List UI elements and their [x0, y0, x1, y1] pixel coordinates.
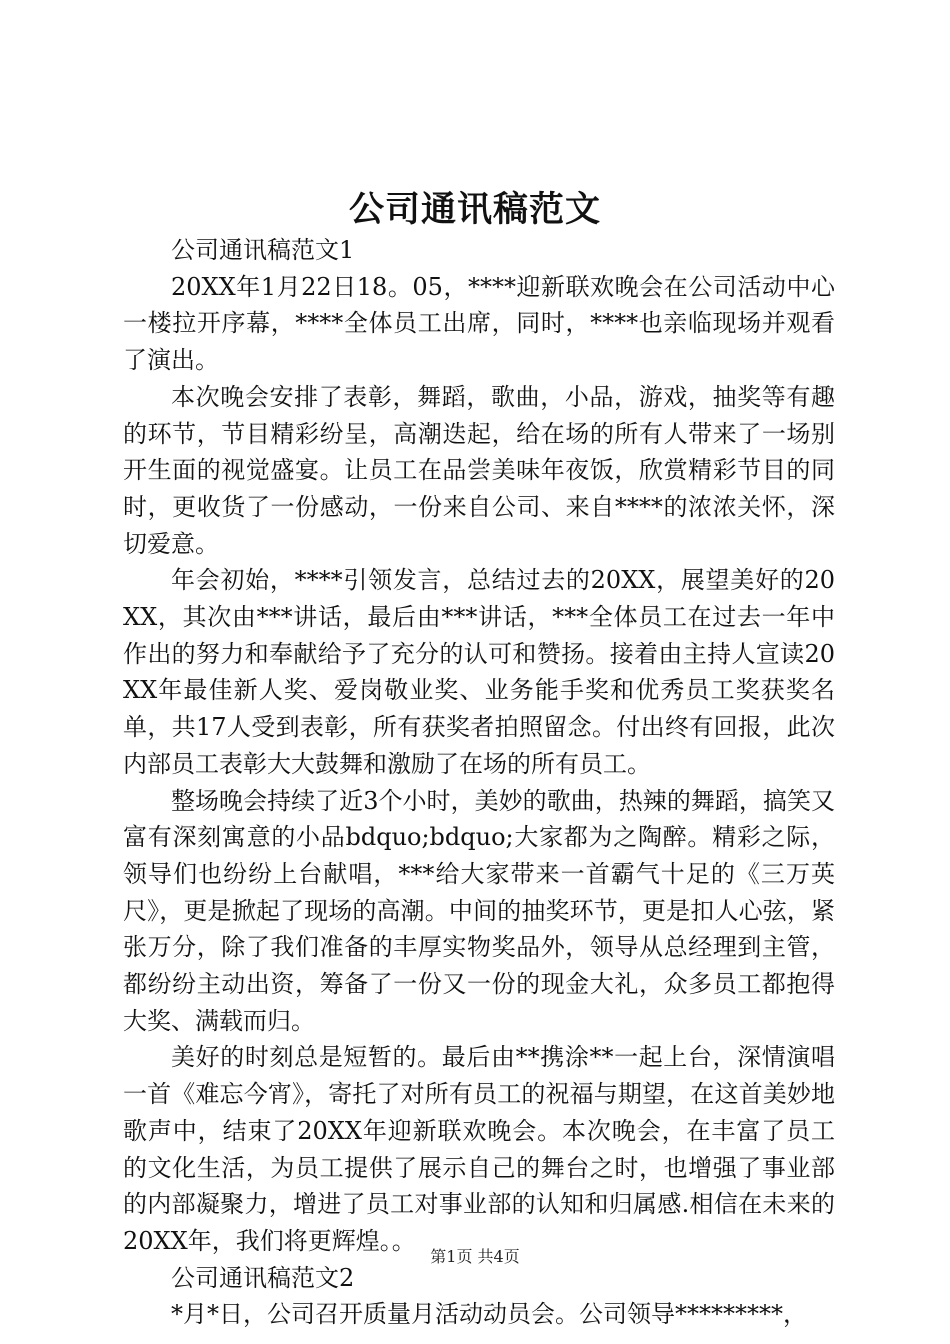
document-body [123, 232, 835, 1333]
paragraph: 本次晚会安排了表彰，舞蹈，歌曲，小品，游戏，抽奖等有趣的环节，节目精彩纷呈，高潮迭起，给在场的所有人带来了一场别开生面的视觉盛宴。让员工在品尝美味年夜饭，欣赏精彩节目的同时，更收货了一份感动，一份来自公司、来自****的浓浓关怀，深切爱意。 [123, 382, 835, 558]
paragraph: *月*日，公司召开质量月活动动员会。公司领导*********， [171, 1300, 807, 1329]
paragraph: 年会初始，****引领发言，总结过去的20XX，展望美好的20XX，其次由***讲话，最后由***讲话，***全体员工在过去一年中作出的努力和奉献给予了充分的认可和赞扬。接着由主持人宣读20XX年最佳新人奖、爱岗敬业奖、业务能手奖和优秀员工奖获奖名单，共17人受到表彰，所有获奖者拍照留念。付出终有回报，此次内部员工表彰大大鼓舞和激励了在场的所有员工。 [123, 566, 835, 778]
paragraph: 20XX年1月22日18。05，****迎新联欢晚会在公司活动中心一楼拉开序幕，****全体员工出席，同时，****也亲临现场并观看了演出。 [123, 272, 835, 375]
section-heading: 公司通讯稿范文2 [171, 1263, 355, 1292]
paragraph: 美好的时刻总是短暂的。最后由**携涂**一起上台，深情演唱一首《难忘今宵》，寄托了对所有员工的祝福与期望，在这首美妙地歌声中，结束了20XX年迎新联欢晚会。本次晚会，在丰富了员工的文化生活，为员工提供了展示自己的舞台之时，也增强了事业部的内部凝聚力，增进了员工对事业部的认知和归属感.相信在未来的20XX年，我们将更辉煌。。 [123, 1043, 835, 1255]
paragraph: 整场晚会持续了近3个小时，美妙的歌曲，热辣的舞蹈，搞笑又富有深刻寓意的小品bdquo;bdquo;大家都为之陶醉。精彩之际，领导们也纷纷上台献唱，***给大家带来一首霸气十足的《三万英尺》，更是掀起了现场的高潮。中间的抽奖环节，更是扣人心弦，紧张万分，除了我们准备的丰厚实物奖品外，领导从总经理到主管，都纷纷主动出资，筹备了一份又一份的现金大礼，众多员工都抱得大奖、满载而归。 [123, 786, 835, 1035]
page-title: 公司通讯稿范文 [348, 189, 601, 230]
section-heading: 公司通讯稿范文1 [171, 236, 355, 264]
page-number: 第1页 共4页 [430, 1247, 520, 1266]
